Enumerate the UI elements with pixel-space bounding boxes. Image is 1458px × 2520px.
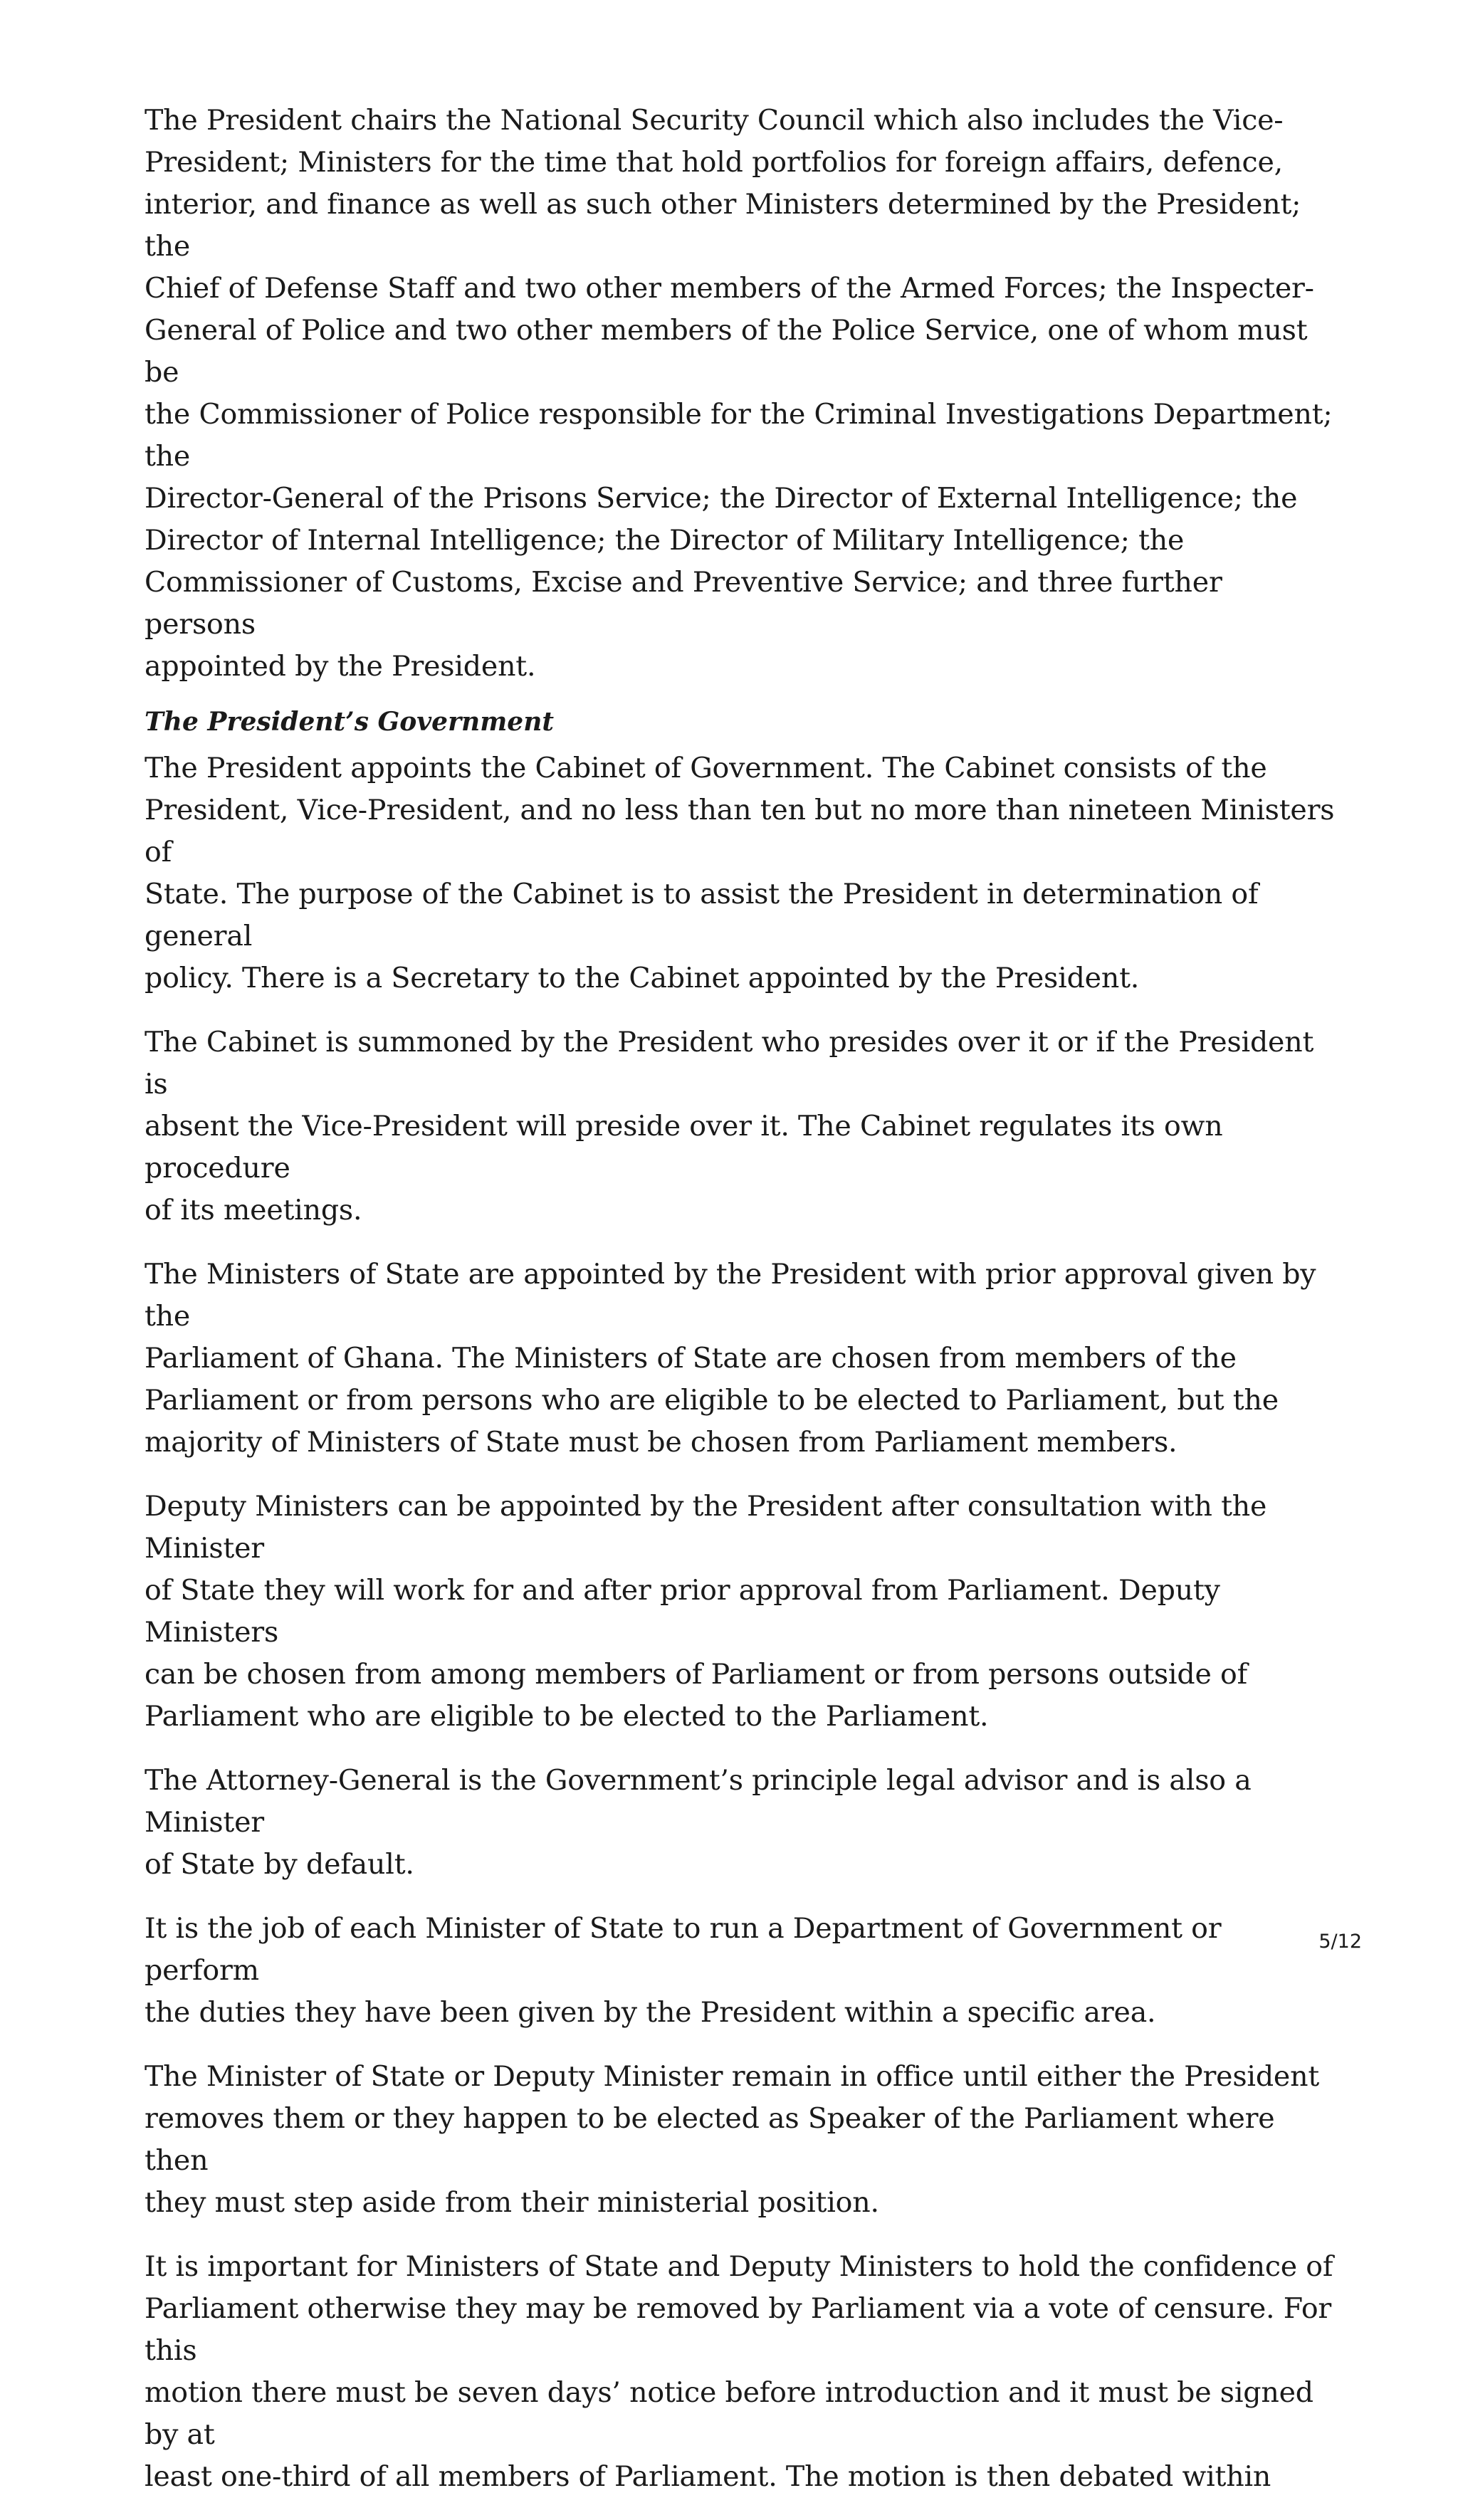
paragraph-attorney-general: The Attorney-General is the Government’s principle legal advisor and is also a Minister of State by default. [145, 1764, 1252, 1881]
paragraph-ministers-of-state: The Ministers of State are appointed by the President with prior approval given by the Parliament of Ghana. The Ministers of State are chosen from members of the Parliament or from persons who are eligible to be elected to Parliament, but the majority of Ministers of State must be chosen from Parliament members. [145, 1258, 1316, 1459]
page-number: 5/12 [1318, 1931, 1362, 1953]
paragraph-national-security-council: The President chairs the National Security Council which also includes the Vice- President; Ministers for the time that hold portfolios for foreign affairs, defence, interior, and finance as well as such other Ministers determined by the President; the Chief of Defense Staff and two other members of the Armed Forces; the Inspecter- General of Police and two other members of the Police Service, one of whom must be the Commissioner of Police responsible for the Criminal Investigations Department; the Director-General of the Prisons Service; the Director of External Intelligence; the Director of Internal Intelligence; the Director of Military Intelligence; the Commissioner of Customs, Excise and Preventive Service; and three further persons appointed by the President. [145, 104, 1333, 683]
section-heading: The President’s Government [145, 707, 555, 737]
paragraph-cabinet-summoned: The Cabinet is summoned by the President who presides over it or if the President is absent the Vice-President will preside over it. The Cabinet regulates its own procedure of its meetings. [145, 1026, 1314, 1227]
paragraph-cabinet-appointment: The President appoints the Cabinet of Government. The Cabinet consists of the President, Vice-President, and no less than ten but no more than nineteen Ministers of State. The purpose of the Cabinet is to assist the President in determination of general policy. There is a Secretary to the Cabinet appointed by the President. [145, 752, 1335, 994]
paragraph-deputy-ministers: Deputy Ministers can be appointed by the President after consultation with the Minister of State they will work for and after prior approval from Parliament. Deputy Ministers can be chosen from among members of Parliament or from persons outside of Parliament who are eligible to be elected to the Parliament. [145, 1490, 1267, 1733]
document-body [145, 100, 1341, 2520]
paragraph-minister-tenure: The Minister of State or Deputy Minister remain in office until either the President removes them or they happen to be elected as Speaker of the Parliament where then they must step aside from their ministerial position. [145, 2060, 1320, 2219]
paragraph-minister-duties: It is the job of each Minister of State to run a Department of Government or perform the duties they have been given by the President within a specific area. [145, 1912, 1222, 2029]
paragraph-vote-of-censure: It is important for Ministers of State and Deputy Ministers to hold the confidence of Parliament otherwise they may be removed by Parliament via a vote of censure. For this motion there must be seven days’ notice before introduction and it must be signed by at least one-third of all members of Parliament. The motion is then debated within [145, 2250, 1333, 2493]
